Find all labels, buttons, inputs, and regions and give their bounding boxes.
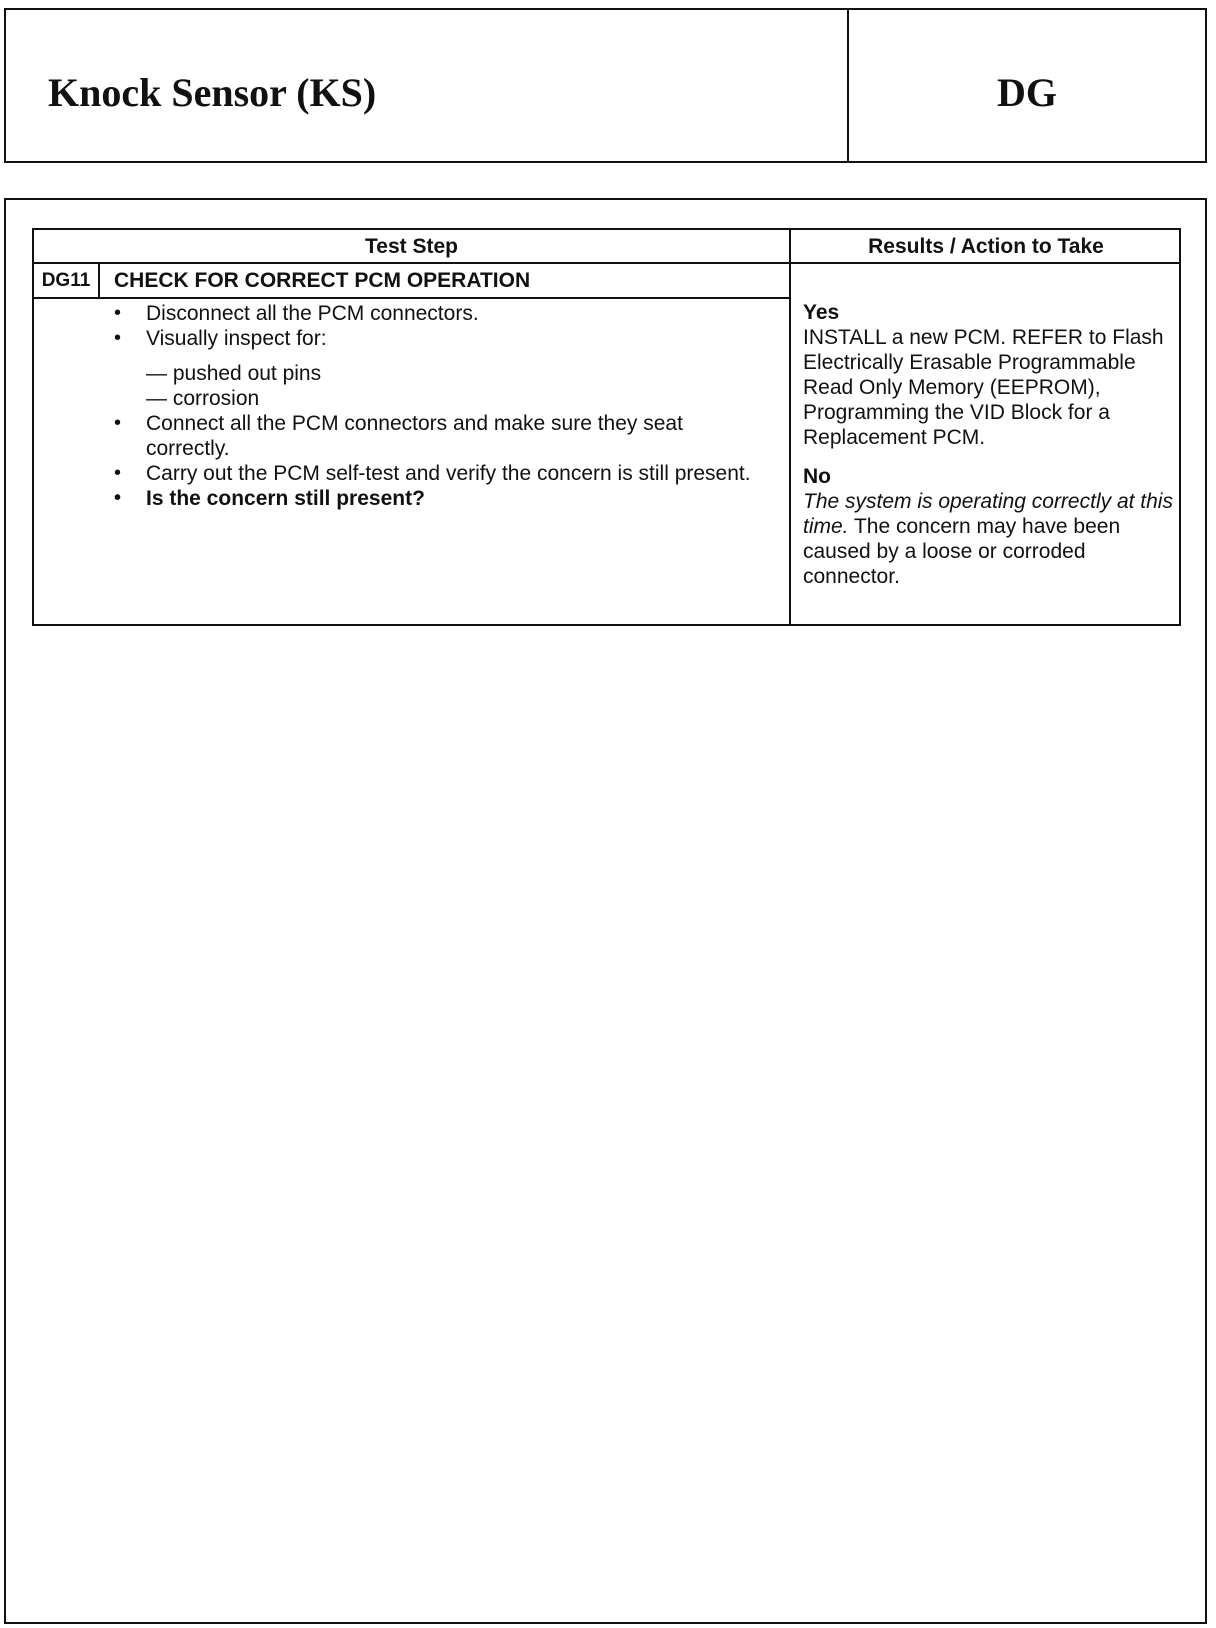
sublist-item: — pushed out pins xyxy=(146,362,322,385)
test-step-table xyxy=(32,228,1181,626)
step-instructions xyxy=(34,299,789,511)
bullet-icon: • xyxy=(114,462,122,484)
no-label: No xyxy=(803,465,831,488)
instruction-text: Carry out the PCM self-test and verify the concern is still present. xyxy=(146,462,751,485)
bullet-icon: • xyxy=(114,302,122,324)
yes-action: INSTALL a new PCM. REFER to Flash Electrically Erasable Programmable Read Only Memory (EEPROM), Programming the VID Block for a Replacement PCM. xyxy=(803,326,1164,449)
step-title-row xyxy=(34,264,789,299)
yes-label: Yes xyxy=(803,301,840,324)
document-header xyxy=(4,8,1207,163)
instruction-text: Disconnect all the PCM connectors. xyxy=(146,302,479,325)
sublist-item: — corrosion xyxy=(146,387,260,410)
no-action-text: The concern may have been caused by a loose or corroded connector. xyxy=(803,515,1121,588)
step-id: DG11 xyxy=(34,264,100,297)
question-text: Is the concern still present? xyxy=(146,487,425,510)
list-item xyxy=(34,326,789,351)
header-code-cell xyxy=(849,10,1205,161)
list-item xyxy=(34,411,789,461)
bullet-icon: • xyxy=(114,327,122,349)
column-header-test-step: Test Step xyxy=(365,235,458,258)
instruction-text: Visually inspect for: xyxy=(146,327,327,350)
column-divider xyxy=(789,230,791,624)
list-item xyxy=(34,461,789,486)
bullet-icon: • xyxy=(114,412,122,434)
table-header-row xyxy=(34,230,1179,264)
inspection-sublist xyxy=(34,361,789,411)
no-action xyxy=(803,489,1175,589)
no-action-italic: The system is operating correctly at this time. xyxy=(803,490,1173,538)
header-title-cell xyxy=(6,10,849,161)
section-code: DG xyxy=(997,70,1057,115)
list-item xyxy=(34,301,789,326)
instruction-text: Connect all the PCM connectors and make sure they seat correctly. xyxy=(146,412,683,460)
step-title: CHECK FOR CORRECT PCM OPERATION xyxy=(114,269,531,292)
page-title: Knock Sensor (KS) xyxy=(48,70,377,115)
column-header-results: Results / Action to Take xyxy=(868,235,1104,258)
bullet-icon: • xyxy=(114,487,122,509)
results-column xyxy=(803,296,1175,589)
list-item xyxy=(34,486,789,511)
